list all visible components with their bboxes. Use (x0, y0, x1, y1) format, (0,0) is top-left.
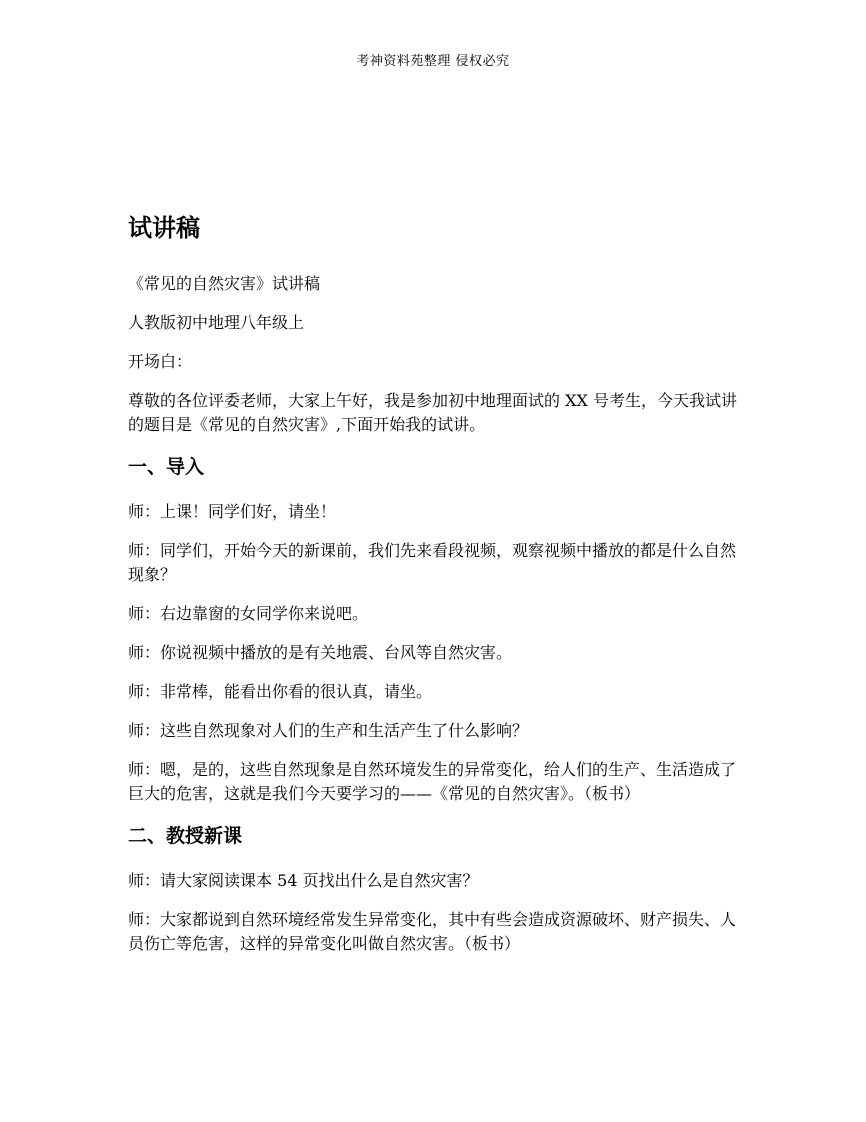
textbook-edition: 人教版初中地理八年级上 (128, 313, 305, 332)
dialogue-line: 师：同学们，开始今天的新课前，我们先来看段视频，观察视频中播放的都是什么自然现象？ (128, 541, 737, 584)
dialogue-line: 师：你说视频中播放的是有关地震、台风等自然灾害。 (128, 643, 513, 662)
opening-speech: 尊敬的各位评委老师，大家上午好，我是参加初中地理面试的 XX 号考生，今天我试讲的题目是《常见的自然灾害》,下面开始我的试讲。 (128, 391, 737, 434)
dialogue-line: 师：嗯，是的，这些自然现象是自然环境发生的异常变化，给人们的生产、生活造成了巨大的危害，这就是我们今天要学习的——《常见的自然灾害》。（板书） (128, 760, 737, 803)
section-heading-intro: 一、导入 (128, 456, 205, 478)
lecture-title: 《常见的自然灾害》试讲稿 (128, 274, 321, 293)
dialogue-line: 师：右边靠窗的女同学你来说吧。 (128, 604, 369, 623)
document-body (128, 208, 740, 971)
document-title: 试讲稿 (128, 214, 200, 242)
dialogue-line: 师：上课！同学们好，请坐！ (128, 502, 337, 521)
opening-label: 开场白： (128, 352, 193, 371)
dialogue-line: 师：请大家阅读课本 54 页找出什么是自然灾害？ (128, 871, 479, 890)
dialogue-line: 师：大家都说到自然环境经常发生异常变化，其中有些会造成资源破坏、财产损失、人员伤亡等危害，这样的异常变化叫做自然灾害。（板书） (128, 910, 737, 953)
dialogue-line: 师：非常棒，能看出你看的很认真，请坐。 (128, 682, 433, 701)
dialogue-line: 师：这些自然现象对人们的生产和生活产生了什么影响？ (128, 721, 529, 740)
page-header: 考神资料苑整理 侵权必究 (356, 54, 510, 69)
section-heading-new-lesson: 二、教授新课 (128, 825, 243, 847)
